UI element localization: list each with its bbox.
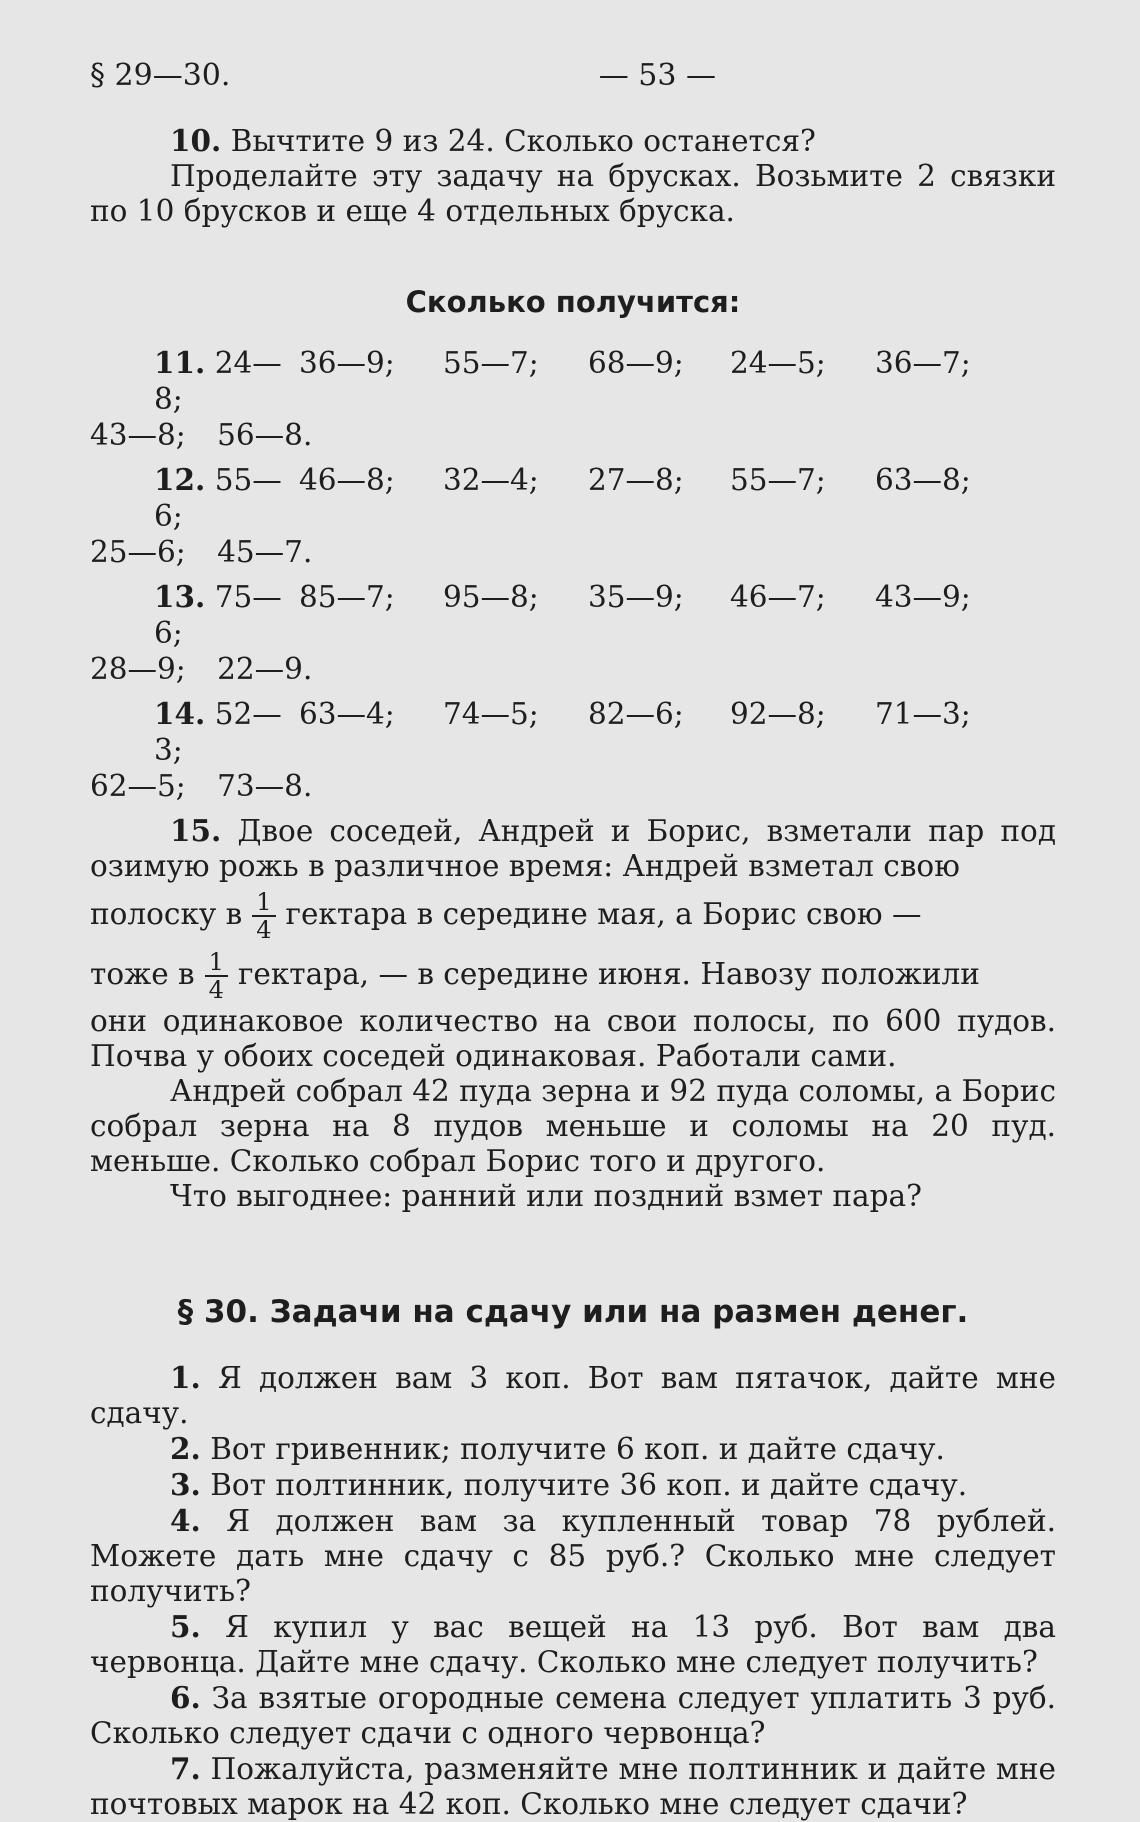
problem-10 — [90, 123, 1056, 159]
expression: 62—5; — [90, 769, 186, 803]
change-problem-6: 6. За взятые огородные семена следует уплатить 3 руб. Сколько следует сдачи с одного червонца? — [90, 1680, 1056, 1750]
exercise-13 — [90, 579, 1056, 687]
problem-number: 10. — [170, 123, 222, 158]
exercise-row — [90, 462, 1056, 534]
expression: 28—9; — [90, 652, 186, 686]
exercise-11 — [90, 345, 1056, 453]
exercise-row — [90, 579, 1056, 651]
page-header — [90, 58, 1056, 93]
problem-15-text-d: они одинаковое количество на свои полосы, по 600 пудов. Почва у обоих соседей одинаковая. Работали сами. — [90, 1004, 1056, 1073]
problem-15-fraction-line-2: тоже в $\frac{1}{4}$ гектара, — в середине июня. Навозу положили — [90, 948, 980, 1004]
expression: 12. 55—6; — [154, 462, 282, 533]
expression: 82—6; — [588, 697, 684, 731]
problem-15-paragraph-2: Андрей собрал 42 пуда зерна и 92 пуда соломы, а Борис собрал зерна на 8 пудов меньше и соломы на 20 пуд. меньше. Сколько собрал Борис того и другого. — [90, 1074, 1056, 1178]
expression: 46—8; — [299, 463, 395, 497]
exercise-row-continued — [90, 768, 1056, 804]
change-problem-4: 4. Я должен вам за купленный товар 78 рублей. Можете дать мне сдачу с 85 руб.? Сколько мне следует получить? — [90, 1503, 1056, 1608]
expression: 63—8; — [875, 463, 971, 497]
exercise-12 — [90, 462, 1056, 570]
expression: 74—5; — [443, 697, 539, 731]
section-range: § 29—30. — [90, 58, 231, 93]
expression: 43—9; — [875, 580, 971, 614]
expression: 55—7; — [730, 463, 826, 497]
exercise-row — [90, 696, 1056, 768]
page-number: — 53 — — [598, 58, 716, 93]
change-problem-3: 3. Вот полтинник, получите 36 коп. и дайте сдачу. — [170, 1467, 968, 1502]
fraction-one-quarter: $\frac{1}{4}$ — [205, 949, 228, 1003]
problem-15-fraction-line-1: полоску в $\frac{1}{4}$ гектара в середине мая, а Борис свою — — [90, 888, 922, 944]
expression: 63—4; — [299, 697, 395, 731]
expression: 35—9; — [588, 580, 684, 614]
expression: 24—5; — [730, 346, 826, 380]
problem-15 — [90, 813, 1056, 1214]
problem-15-question: Что выгоднее: ранний или поздний взмет пара? — [170, 1179, 922, 1213]
expression: 45—7. — [217, 535, 313, 569]
change-problem-5: 5. Я купил у вас вещей на 13 руб. Вот вам два червонца. Дайте мне сдачу. Сколько мне следует получить? — [90, 1609, 1056, 1679]
expression: 68—9; — [588, 346, 684, 380]
exercises-title: Сколько получится: — [405, 285, 741, 319]
exercise-row — [90, 345, 1056, 417]
expression: 27—8; — [588, 463, 684, 497]
problem-text: Вычтите 9 из 24. Сколько останется? — [230, 124, 816, 158]
expression: 36—7; — [875, 346, 971, 380]
change-problem-7: 7. Пожалуйста, разменяйте мне полтинник и дайте мне почтовых марок на 42 коп. Сколько мне следует сдачи? — [90, 1751, 1056, 1821]
expression: 11. 24—8; — [154, 345, 282, 416]
expression: 56—8. — [217, 418, 313, 452]
expression: 71—3; — [875, 697, 971, 731]
exercise-row-continued — [90, 417, 1056, 453]
expression: 55—7; — [443, 346, 539, 380]
expression: 92—8; — [730, 697, 826, 731]
change-problem-1: 1. Я должен вам 3 коп. Вот вам пятачок, дайте мне сдачу. — [90, 1360, 1056, 1430]
fraction-one-quarter: $\frac{1}{4}$ — [252, 889, 275, 943]
exercise-row-continued — [90, 534, 1056, 570]
expression: 14. 52—3; — [154, 696, 282, 767]
expression: 95—8; — [443, 580, 539, 614]
expression: 36—9; — [299, 346, 395, 380]
expression: 46—7; — [730, 580, 826, 614]
exercise-row-continued — [90, 651, 1056, 687]
section-30-title: § 30. Задачи на сдачу или на размен денег. — [177, 1294, 969, 1330]
problem-15-intro: 15. Двое соседей, Андрей и Борис, взметали пар под озимую рожь в различное время: Андрей взметал свою — [90, 813, 1056, 883]
expression: 73—8. — [217, 769, 313, 803]
expression: 43—8; — [90, 418, 186, 452]
problem-number: 15. — [170, 813, 222, 848]
expression: 32—4; — [443, 463, 539, 497]
section-30-problems — [90, 1360, 1056, 1822]
problem-10-instruction: Проделайте эту задачу на брусках. Возьмите 2 связки по 10 брусков и еще 4 отдельных бруска. — [90, 159, 1056, 228]
expression: 85—7; — [299, 580, 395, 614]
expression: 25—6; — [90, 535, 186, 569]
expression: 13. 75—6; — [154, 579, 282, 650]
expression: 22—9. — [217, 652, 313, 686]
change-problem-2: 2. Вот гривенник; получите 6 коп. и дайте сдачу. — [170, 1431, 945, 1466]
exercise-list — [90, 345, 1056, 804]
exercise-14 — [90, 696, 1056, 804]
